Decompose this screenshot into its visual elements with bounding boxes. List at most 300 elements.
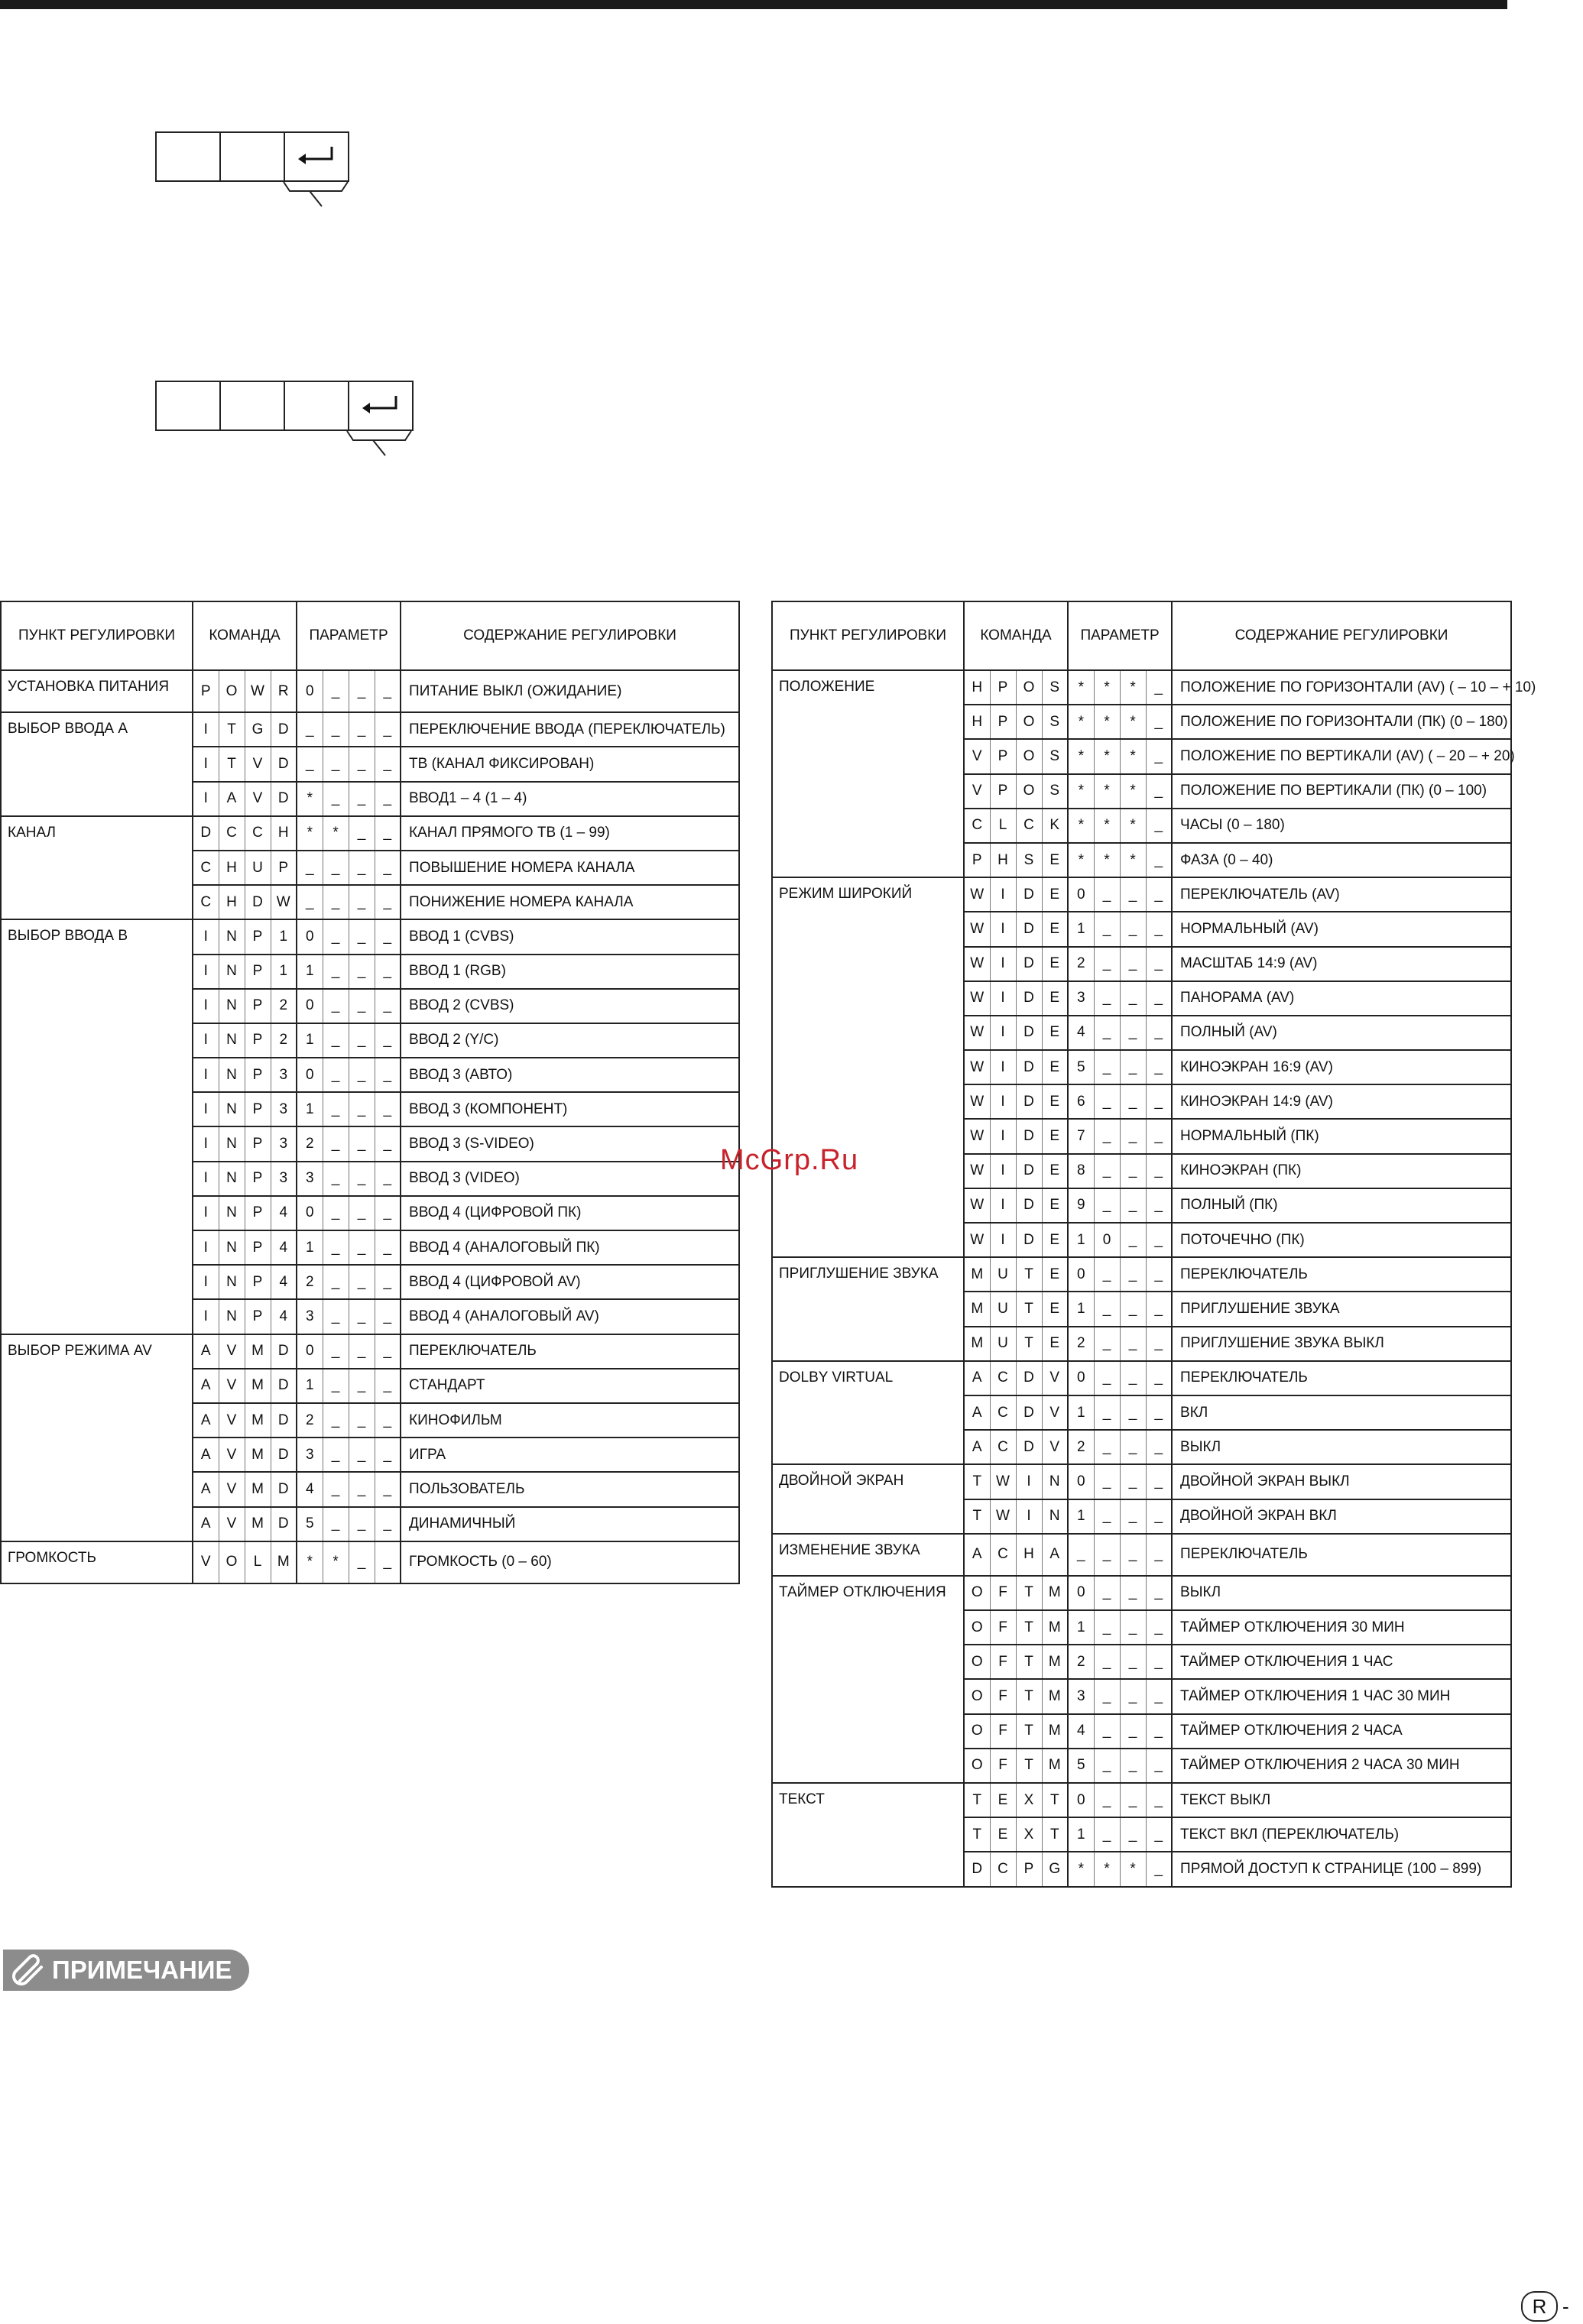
bracket-mark-1 <box>282 180 349 208</box>
parameter-char-cell: _ <box>323 712 349 747</box>
parameter-char-cell: _ <box>323 851 349 885</box>
command-format-box-1 <box>155 131 349 182</box>
command-char-cell: X <box>1016 1817 1042 1852</box>
table-row <box>1 712 739 747</box>
parameter-char-cell: _ <box>1146 670 1172 705</box>
command-char-cell: A <box>964 1361 990 1395</box>
parameter-char-cell: _ <box>1146 1464 1172 1499</box>
enter-key-icon <box>297 145 336 168</box>
command-char-cell: E <box>990 1817 1016 1852</box>
command-char-cell: D <box>1016 1084 1042 1119</box>
command-cell <box>221 133 285 180</box>
command-char-cell: D <box>1016 947 1042 981</box>
command-char-cell: W <box>964 1050 990 1084</box>
command-char-cell: N <box>219 1092 245 1126</box>
parameter-char-cell: 7 <box>1068 1119 1094 1153</box>
command-char-cell: W <box>964 1084 990 1119</box>
command-char-cell: P <box>990 774 1016 809</box>
command-char-cell: D <box>271 1472 297 1506</box>
command-char-cell: E <box>1042 912 1068 946</box>
description-cell: ТАЙМЕР ОТКЛЮЧЕНИЯ 1 ЧАС <box>1172 1645 1511 1679</box>
parameter-char-cell: _ <box>1146 1783 1172 1817</box>
description-cell: МАСШТАБ 14:9 (AV) <box>1172 947 1511 981</box>
parameter-char-cell: _ <box>1120 912 1146 946</box>
command-char-cell: T <box>964 1499 990 1534</box>
command-char-cell: 4 <box>271 1265 297 1299</box>
parameter-char-cell: * <box>1120 774 1146 809</box>
parameter-char-cell: 1 <box>1068 1223 1094 1257</box>
command-char-cell: N <box>1042 1499 1068 1534</box>
command-char-cell: N <box>219 1162 245 1196</box>
command-char-cell: C <box>1016 809 1042 843</box>
parameter-char-cell: _ <box>323 1438 349 1472</box>
command-char-cell: D <box>1016 1223 1042 1257</box>
parameter-char-cell: _ <box>349 1472 375 1506</box>
description-cell: ПЕРЕКЛЮЧАТЕЛЬ <box>401 1334 739 1369</box>
parameter-char-cell: * <box>1068 705 1094 739</box>
command-char-cell: H <box>964 670 990 705</box>
parameter-char-cell: _ <box>349 1126 375 1161</box>
command-char-cell: S <box>1042 670 1068 705</box>
command-char-cell: P <box>245 1162 271 1196</box>
description-cell: ТАЙМЕР ОТКЛЮЧЕНИЯ 2 ЧАСА 30 МИН <box>1172 1749 1511 1783</box>
command-char-cell: O <box>1016 739 1042 773</box>
parameter-char-cell: 3 <box>297 1299 323 1334</box>
parameter-char-cell: _ <box>375 1265 401 1299</box>
parameter-char-cell: 1 <box>1068 1292 1094 1326</box>
parameter-char-cell: _ <box>375 747 401 781</box>
command-char-cell: I <box>193 1265 219 1299</box>
parameter-char-cell: _ <box>1120 1783 1146 1817</box>
parameter-char-cell: _ <box>375 782 401 816</box>
parameter-char-cell: _ <box>1146 912 1172 946</box>
command-char-cell: S <box>1042 739 1068 773</box>
command-char-cell: I <box>193 1196 219 1230</box>
parameter-char-cell: _ <box>1094 1679 1120 1713</box>
command-char-cell: P <box>245 1092 271 1126</box>
command-char-cell: E <box>1042 1084 1068 1119</box>
parameter-char-cell: _ <box>349 1541 375 1583</box>
parameter-char-cell: _ <box>1146 774 1172 809</box>
parameter-char-cell: _ <box>1146 1223 1172 1257</box>
command-char-cell: A <box>193 1507 219 1541</box>
command-char-cell: F <box>990 1749 1016 1783</box>
parameter-char-cell: _ <box>323 1126 349 1161</box>
parameter-char-cell: _ <box>349 1369 375 1403</box>
parameter-char-cell: 3 <box>1068 1679 1094 1713</box>
description-cell: ВВОД 1 (CVBS) <box>401 919 739 954</box>
parameter-char-cell: _ <box>1094 1292 1120 1326</box>
command-char-cell: D <box>271 1369 297 1403</box>
item-cell: DOLBY VIRTUAL <box>772 1361 964 1465</box>
parameter-char-cell: _ <box>1094 1464 1120 1499</box>
command-cell-enter <box>285 133 348 180</box>
command-char-cell: P <box>193 670 219 712</box>
parameter-char-cell: * <box>1094 670 1120 705</box>
parameter-char-cell: _ <box>1146 1499 1172 1534</box>
command-char-cell: D <box>271 712 297 747</box>
table-row <box>772 1361 1511 1395</box>
command-char-cell: O <box>964 1645 990 1679</box>
parameter-char-cell: 0 <box>1068 877 1094 912</box>
parameter-char-cell: _ <box>375 1196 401 1230</box>
command-char-cell: K <box>1042 809 1068 843</box>
table-row <box>772 1464 1511 1499</box>
header-content: СОДЕРЖАНИЕ РЕГУЛИРОВКИ <box>401 601 739 670</box>
description-cell: ПЕРЕКЛЮЧАТЕЛЬ (AV) <box>1172 877 1511 912</box>
parameter-char-cell: _ <box>1094 1016 1120 1050</box>
command-char-cell: E <box>1042 1154 1068 1188</box>
parameter-char-cell: 2 <box>297 1265 323 1299</box>
command-char-cell: I <box>990 1119 1016 1153</box>
command-table-left <box>0 601 740 1584</box>
description-cell: ВЫКЛ <box>1172 1430 1511 1464</box>
command-char-cell: G <box>1042 1852 1068 1886</box>
command-char-cell: S <box>1042 705 1068 739</box>
parameter-char-cell: _ <box>1094 1499 1120 1534</box>
command-char-cell: A <box>964 1430 990 1464</box>
parameter-char-cell: _ <box>1094 1257 1120 1292</box>
parameter-char-cell: 0 <box>1094 1223 1120 1257</box>
parameter-char-cell: _ <box>1120 1645 1146 1679</box>
parameter-char-cell: 0 <box>297 919 323 954</box>
parameter-char-cell: 4 <box>297 1472 323 1506</box>
parameter-char-cell: _ <box>1094 1645 1120 1679</box>
table-row <box>1 670 739 712</box>
command-char-cell: S <box>1042 774 1068 809</box>
table-row <box>772 1576 1511 1610</box>
parameter-char-cell: _ <box>349 989 375 1023</box>
command-char-cell: H <box>990 843 1016 877</box>
command-char-cell: A <box>193 1403 219 1438</box>
command-char-cell: C <box>990 1361 1016 1395</box>
description-cell: ПРЯМОЙ ДОСТУП К СТРАНИЦЕ (100 – 899) <box>1172 1852 1511 1886</box>
parameter-char-cell: * <box>1094 739 1120 773</box>
command-char-cell: D <box>193 816 219 851</box>
command-char-cell: C <box>990 1395 1016 1430</box>
parameter-char-cell: _ <box>375 1369 401 1403</box>
parameter-char-cell: 2 <box>1068 1327 1094 1361</box>
parameter-char-cell: _ <box>349 1438 375 1472</box>
parameter-char-cell: _ <box>349 670 375 712</box>
command-char-cell: I <box>193 712 219 747</box>
parameter-char-cell: _ <box>1146 1292 1172 1326</box>
command-char-cell: O <box>219 670 245 712</box>
table-row <box>1 1334 739 1369</box>
command-char-cell: I <box>193 1092 219 1126</box>
command-char-cell: P <box>245 955 271 989</box>
parameter-char-cell: _ <box>375 919 401 954</box>
parameter-char-cell: 1 <box>1068 1610 1094 1645</box>
command-char-cell: T <box>219 747 245 781</box>
command-char-cell: N <box>1042 1464 1068 1499</box>
parameter-char-cell: 0 <box>297 670 323 712</box>
parameter-char-cell: _ <box>323 1507 349 1541</box>
parameter-char-cell: * <box>1120 670 1146 705</box>
command-char-cell: U <box>990 1292 1016 1326</box>
paperclip-icon <box>9 1953 47 1987</box>
description-cell: ДВОЙНОЙ ЭКРАН ВКЛ <box>1172 1499 1511 1534</box>
description-cell: ВВОД 1 (RGB) <box>401 955 739 989</box>
parameter-char-cell: _ <box>375 1403 401 1438</box>
parameter-char-cell: _ <box>1120 1361 1146 1395</box>
parameter-char-cell: _ <box>297 851 323 885</box>
parameter-char-cell: _ <box>349 712 375 747</box>
description-cell: ТЕКСТ ВЫКЛ <box>1172 1783 1511 1817</box>
parameter-char-cell: _ <box>323 1265 349 1299</box>
command-char-cell: I <box>990 981 1016 1016</box>
command-char-cell: W <box>990 1499 1016 1534</box>
command-char-cell: M <box>1042 1645 1068 1679</box>
parameter-char-cell: _ <box>297 712 323 747</box>
command-char-cell: G <box>245 712 271 747</box>
parameter-char-cell: _ <box>1146 877 1172 912</box>
command-format-box-2 <box>155 381 414 431</box>
command-char-cell: V <box>219 1507 245 1541</box>
parameter-char-cell: 3 <box>297 1438 323 1472</box>
command-char-cell: E <box>1042 1327 1068 1361</box>
command-char-cell: W <box>964 1154 990 1188</box>
command-char-cell: T <box>1016 1257 1042 1292</box>
parameter-char-cell: _ <box>1120 877 1146 912</box>
command-char-cell: P <box>245 1196 271 1230</box>
command-char-cell: E <box>1042 1119 1068 1153</box>
command-cell <box>285 382 349 429</box>
command-char-cell: N <box>219 1023 245 1058</box>
description-cell: КИНОЭКРАН (ПК) <box>1172 1154 1511 1188</box>
command-char-cell: C <box>219 816 245 851</box>
table-row <box>772 1257 1511 1292</box>
description-cell: ПОЛОЖЕНИЕ ПО ГОРИЗОНТАЛИ (AV) ( – 10 – + 10) <box>1172 670 1511 705</box>
description-cell: КИНОЭКРАН 16:9 (AV) <box>1172 1050 1511 1084</box>
command-char-cell: M <box>964 1327 990 1361</box>
command-char-cell: V <box>219 1369 245 1403</box>
command-char-cell: 3 <box>271 1092 297 1126</box>
description-cell: ПОВЫШЕНИЕ НОМЕРА КАНАЛА <box>401 851 739 885</box>
parameter-char-cell: * <box>297 782 323 816</box>
command-char-cell: T <box>1016 1327 1042 1361</box>
parameter-char-cell: _ <box>1146 1534 1172 1576</box>
command-char-cell: P <box>245 1265 271 1299</box>
parameter-char-cell: _ <box>375 1334 401 1369</box>
parameter-char-cell: _ <box>1146 1084 1172 1119</box>
command-char-cell: V <box>1042 1395 1068 1430</box>
command-char-cell: I <box>193 919 219 954</box>
description-cell: ТАЙМЕР ОТКЛЮЧЕНИЯ 1 ЧАС 30 МИН <box>1172 1679 1511 1713</box>
parameter-char-cell: _ <box>1120 1257 1146 1292</box>
command-char-cell: N <box>219 1230 245 1265</box>
command-char-cell: W <box>271 885 297 919</box>
parameter-char-cell: _ <box>1120 1154 1146 1188</box>
description-cell: ТАЙМЕР ОТКЛЮЧЕНИЯ 30 МИН <box>1172 1610 1511 1645</box>
command-char-cell: O <box>1016 705 1042 739</box>
description-cell: ГРОМКОСТЬ (0 – 60) <box>401 1541 739 1583</box>
parameter-char-cell: _ <box>349 851 375 885</box>
command-char-cell: I <box>193 955 219 989</box>
parameter-char-cell: * <box>1094 809 1120 843</box>
parameter-char-cell: 3 <box>1068 981 1094 1016</box>
description-cell: ПОЛОЖЕНИЕ ПО ВЕРТИКАЛИ (ПК) (0 – 100) <box>1172 774 1511 809</box>
parameter-char-cell: 0 <box>297 1058 323 1092</box>
parameter-char-cell: _ <box>349 747 375 781</box>
command-char-cell: D <box>1016 1050 1042 1084</box>
parameter-char-cell: _ <box>1146 739 1172 773</box>
command-char-cell: D <box>1016 1188 1042 1223</box>
parameter-char-cell: _ <box>323 747 349 781</box>
enter-key-icon <box>361 394 401 417</box>
item-cell: ТАЙМЕР ОТКЛЮЧЕНИЯ <box>772 1576 964 1783</box>
command-char-cell: E <box>1042 1188 1068 1223</box>
parameter-char-cell: _ <box>349 1196 375 1230</box>
command-char-cell: I <box>193 747 219 781</box>
command-char-cell: H <box>219 851 245 885</box>
parameter-char-cell: _ <box>1120 1327 1146 1361</box>
parameter-char-cell: _ <box>323 1023 349 1058</box>
command-char-cell: T <box>1042 1817 1068 1852</box>
description-cell: ЧАСЫ (0 – 180) <box>1172 809 1511 843</box>
parameter-char-cell: _ <box>323 670 349 712</box>
command-char-cell: 3 <box>271 1162 297 1196</box>
parameter-char-cell: * <box>1120 843 1146 877</box>
parameter-char-cell: * <box>1120 809 1146 843</box>
command-char-cell: 2 <box>271 989 297 1023</box>
command-char-cell: 4 <box>271 1299 297 1334</box>
command-char-cell: 3 <box>271 1126 297 1161</box>
parameter-char-cell: _ <box>375 1438 401 1472</box>
command-char-cell: V <box>219 1403 245 1438</box>
command-char-cell: C <box>193 851 219 885</box>
command-char-cell: M <box>964 1292 990 1326</box>
command-char-cell: T <box>219 712 245 747</box>
parameter-char-cell: * <box>1068 774 1094 809</box>
command-char-cell: N <box>219 955 245 989</box>
parameter-char-cell: 1 <box>1068 1817 1094 1852</box>
parameter-char-cell: * <box>1094 774 1120 809</box>
command-char-cell: P <box>271 851 297 885</box>
command-char-cell: W <box>964 912 990 946</box>
command-char-cell: E <box>1042 1257 1068 1292</box>
item-cell: УСТАНОВКА ПИТАНИЯ <box>1 670 193 712</box>
command-char-cell: L <box>245 1541 271 1583</box>
command-char-cell: 1 <box>271 955 297 989</box>
command-table-right <box>771 601 1536 1888</box>
parameter-char-cell: _ <box>375 989 401 1023</box>
command-char-cell: N <box>219 919 245 954</box>
parameter-char-cell: _ <box>375 885 401 919</box>
command-char-cell: H <box>1016 1534 1042 1576</box>
command-char-cell: V <box>219 1438 245 1472</box>
command-char-cell: P <box>964 843 990 877</box>
description-cell: НОРМАЛЬНЫЙ (AV) <box>1172 912 1511 946</box>
parameter-char-cell: _ <box>375 851 401 885</box>
command-char-cell: O <box>964 1576 990 1610</box>
description-cell: ФАЗА (0 – 40) <box>1172 843 1511 877</box>
command-char-cell: D <box>271 1438 297 1472</box>
parameter-char-cell: _ <box>349 1507 375 1541</box>
parameter-char-cell: _ <box>1120 1576 1146 1610</box>
parameter-char-cell: 1 <box>1068 912 1094 946</box>
parameter-char-cell: * <box>1068 670 1094 705</box>
parameter-char-cell: 2 <box>297 1403 323 1438</box>
command-char-cell: P <box>245 1023 271 1058</box>
parameter-char-cell: _ <box>1120 1430 1146 1464</box>
description-cell: ВВОД 4 (ЦИФРОВОЙ AV) <box>401 1265 739 1299</box>
parameter-char-cell: * <box>323 1541 349 1583</box>
command-char-cell: P <box>245 1058 271 1092</box>
command-char-cell: O <box>964 1749 990 1783</box>
item-cell: ПОЛОЖЕНИЕ <box>772 670 964 877</box>
description-cell: ПЕРЕКЛЮЧЕНИЕ ВВОДА (ПЕРЕКЛЮЧАТЕЛЬ) <box>401 712 739 747</box>
parameter-char-cell: * <box>1120 739 1146 773</box>
parameter-char-cell: 5 <box>1068 1749 1094 1783</box>
parameter-char-cell: _ <box>349 782 375 816</box>
command-char-cell: I <box>990 1188 1016 1223</box>
parameter-char-cell: 0 <box>297 1196 323 1230</box>
command-char-cell: I <box>990 912 1016 946</box>
page-number-dash: - <box>1562 2294 1569 2318</box>
parameter-char-cell: _ <box>323 1403 349 1438</box>
command-char-cell: I <box>990 947 1016 981</box>
table-row <box>1 1541 739 1583</box>
parameter-char-cell: _ <box>1094 1817 1120 1852</box>
parameter-char-cell: _ <box>375 1541 401 1583</box>
command-char-cell: O <box>964 1610 990 1645</box>
command-char-cell: U <box>245 851 271 885</box>
command-char-cell: C <box>990 1534 1016 1576</box>
command-char-cell: M <box>271 1541 297 1583</box>
command-char-cell: M <box>1042 1714 1068 1749</box>
parameter-char-cell: _ <box>1120 1395 1146 1430</box>
command-cell <box>221 382 285 429</box>
command-char-cell: R <box>271 670 297 712</box>
description-cell: ПОТОЧЕЧНО (ПК) <box>1172 1223 1511 1257</box>
parameter-char-cell: _ <box>375 1299 401 1334</box>
command-char-cell: D <box>1016 1016 1042 1050</box>
parameter-char-cell: 0 <box>1068 1361 1094 1395</box>
parameter-char-cell: _ <box>1146 1395 1172 1430</box>
parameter-char-cell: _ <box>1120 1749 1146 1783</box>
command-char-cell: T <box>1042 1783 1068 1817</box>
parameter-char-cell: _ <box>323 1092 349 1126</box>
command-char-cell: P <box>245 1126 271 1161</box>
parameter-char-cell: _ <box>323 919 349 954</box>
description-cell: ПИТАНИЕ ВЫКЛ (ОЖИДАНИЕ) <box>401 670 739 712</box>
description-cell: НОРМАЛЬНЫЙ (ПК) <box>1172 1119 1511 1153</box>
command-char-cell: O <box>1016 670 1042 705</box>
command-char-cell: W <box>964 1016 990 1050</box>
parameter-char-cell: _ <box>1146 981 1172 1016</box>
command-char-cell: P <box>990 705 1016 739</box>
parameter-char-cell: _ <box>375 1126 401 1161</box>
command-char-cell: W <box>964 1188 990 1223</box>
command-char-cell: D <box>271 1507 297 1541</box>
command-char-cell: T <box>1016 1610 1042 1645</box>
command-char-cell: D <box>1016 877 1042 912</box>
parameter-char-cell: 8 <box>1068 1154 1094 1188</box>
item-cell: РЕЖИМ ШИРОКИЙ <box>772 877 964 1257</box>
command-char-cell: I <box>193 1230 219 1265</box>
command-char-cell: T <box>1016 1749 1042 1783</box>
command-char-cell: E <box>1042 1050 1068 1084</box>
command-char-cell: O <box>964 1714 990 1749</box>
command-char-cell: V <box>219 1472 245 1506</box>
parameter-char-cell: 1 <box>297 1369 323 1403</box>
command-char-cell: N <box>219 1058 245 1092</box>
command-char-cell: A <box>193 1369 219 1403</box>
command-char-cell: L <box>990 809 1016 843</box>
parameter-char-cell: _ <box>1120 1292 1146 1326</box>
command-char-cell: C <box>964 809 990 843</box>
